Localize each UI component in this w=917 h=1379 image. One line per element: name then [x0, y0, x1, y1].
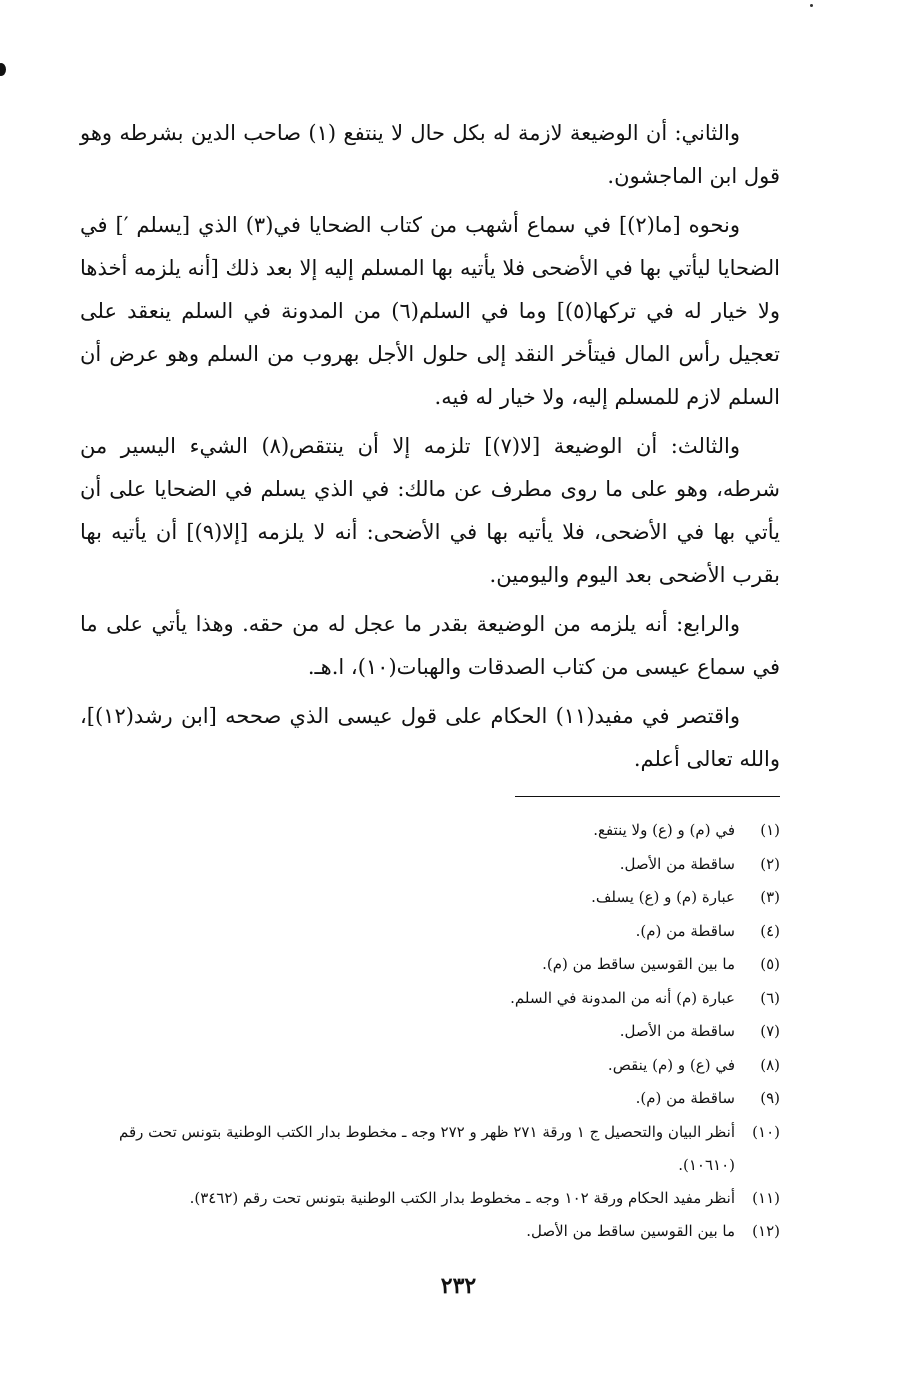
footnote-text: عبارة (م) و (ع) يسلف. — [591, 888, 735, 906]
footnote-item — [80, 982, 780, 1016]
paragraph-fourth-opinion: والرابع: أنه يلزمه من الوضيعة بقدر ما عجل له من حقه. وهذا يأتي على ما في سماع عيسى من كتاب الصدقات والهبات(١٠)، ا.هـ. — [80, 612, 780, 679]
footnote-item — [80, 948, 780, 982]
footnote-text: ما بين القوسين ساقط من الأصل. — [526, 1221, 735, 1240]
page-number: ٢٣٢ — [440, 1273, 477, 1299]
footnote-item — [80, 1215, 780, 1249]
footnote-item — [80, 881, 780, 915]
footnote-item — [80, 1015, 780, 1049]
footnote-number: (١٢) — [752, 1221, 780, 1240]
paragraph-similar-case: ونحوه [ما(٢)] في سماع أشهب من كتاب الضحايا في(٣) الذي [يسلم ′] في الضحايا ليأتي بها في الأضحى فلا يأتيه بها المسلم إليه إلا بعد ذلك [أنه يلزمه أخذها ولا خيار له في تركها(٥)] وما في السلم(٦) من المدونة في السلم ينعقد على تعجيل رأس المال فيتأخر النقد إلى حلول الأجل بهروب من السلم وهو عرض أن السلم لازم للمسلم إليه، ولا خيار له فيه. — [80, 213, 780, 409]
footnote-text: ساقطة من (م). — [635, 1089, 735, 1107]
paragraph-third-opinion: والثالث: أن الوضيعة [لا(٧)] تلزمه إلا أن ينتقص(٨) الشيء اليسير من شرطه، وهو على ما روى مطرف عن مالك: في الذي يسلم في الضحايا على أن يأتي بها في الأضحى، فلا يأتيه بها في الأضحى: أنه لا يلزمه [إلا(٩)] أن يأتيه بها بقرب الأضحى بعد اليوم واليومين. — [80, 434, 780, 587]
scan-speck — [810, 4, 813, 7]
footnote-number: (٧) — [760, 1022, 780, 1040]
footnote-item — [80, 814, 780, 848]
footnote-number: (٤) — [760, 921, 780, 940]
footnote-item — [80, 915, 780, 949]
paragraph-second-opinion: والثاني: أن الوضيعة لازمة له بكل حال لا ينتفع (١) صاحب الدين بشرطه وهو قول ابن الماجشون. — [80, 121, 780, 188]
footnote-text: في (ع) و (م) ينقص. — [607, 1055, 735, 1074]
footnote-text: أنظر مفيد الحكام ورقة ١٠٢ وجه ـ مخطوط بدار الكتب الوطنية بتونس تحت رقم (٣٤٦٢). — [189, 1188, 735, 1207]
footnote-text: في (م) و (ع) ولا ينتفع. — [593, 821, 735, 839]
footnote-number: (٨) — [760, 1055, 780, 1074]
footnote-item — [80, 1049, 780, 1083]
footnote-text: ساقطة من الأصل. — [619, 1022, 735, 1040]
footnote-number: (٥) — [760, 955, 780, 973]
footnote-text: ما بين القوسين ساقط من (م). — [542, 955, 735, 973]
footnote-item — [80, 1116, 780, 1182]
margin-ink-mark — [0, 63, 6, 76]
main-text-body — [80, 112, 780, 787]
footnote-number: (١٠) — [752, 1122, 780, 1141]
footnote-number: (٢) — [760, 854, 780, 873]
footnote-item — [80, 848, 780, 882]
footnote-number: (٩) — [760, 1089, 780, 1107]
footnotes-list — [80, 814, 780, 1248]
footnote-item — [80, 1082, 780, 1116]
footnote-number: (٦) — [760, 988, 780, 1007]
footnote-text: ساقطة من (م). — [635, 921, 735, 940]
footnote-item — [80, 1182, 780, 1215]
footnote-text: عبارة (م) أنه من المدونة في السلم. — [510, 988, 735, 1007]
footnote-number: (١) — [760, 821, 780, 839]
footnote-text: ساقطة من الأصل. — [619, 854, 735, 873]
footnote-separator-rule — [515, 796, 780, 797]
paragraph-conclusion: واقتصر في مفيد(١١) الحكام على قول عيسى الذي صححه [ابن رشد(١٢)]، والله تعالى أعلم. — [80, 704, 780, 771]
footnote-number: (١١) — [752, 1188, 780, 1207]
footnote-text: أنظر البيان والتحصيل ج ١ ورقة ٢٧١ ظهر و ٢٧٢ وجه ـ مخطوط بدار الكتب الوطنية بتونس تحت رقم (١٠٦١٠). — [119, 1122, 735, 1174]
footnote-number: (٣) — [760, 888, 780, 906]
